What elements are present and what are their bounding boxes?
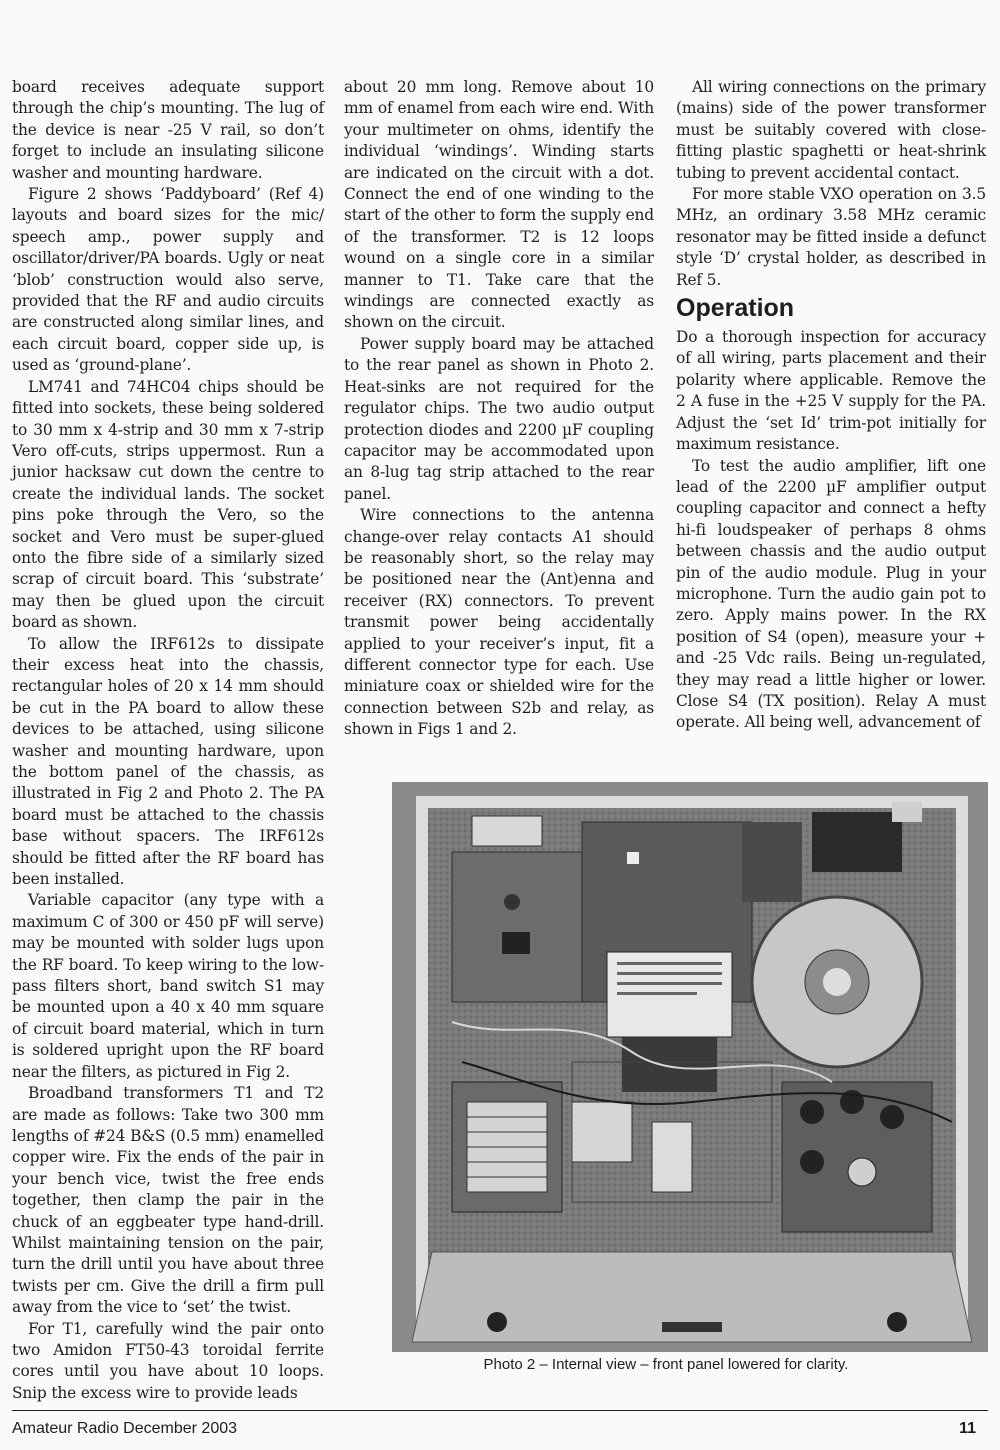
photo-internal-view [392, 782, 988, 1352]
text-column-2 [344, 77, 654, 741]
paragraph: Power supply board may be attached to the rear panel as shown in Photo 2. Heat-sinks are not required for the regulator chips. The two audio output protection diodes and 2200 µF coupling capacitor may be accommodated upon an 8-lug tag strip attached to the rear panel. [344, 334, 654, 503]
paragraph: Variable capacitor (any type with a maximum C of 300 or 450 pF will serve) may be mounted with solder lugs upon the RF board. To keep wiring to the low-pass filters short, band switch S1 may be mounted upon a 40 x 40 mm square of circuit board material, which in turn is soldered upright upon the RF board near the filters, as pictured in Fig 2. [12, 891, 324, 1081]
paragraph: To allow the IRF612s to dissipate their excess heat into the chassis, rectangular holes of 20 x 14 mm should be cut in the PA board to allow these devices to be attached, using silicone washer and mounting hardware, upon the bottom panel of the chassis, as illustrated in Fig 2 and Photo 2. The PA board must be attached to the chassis base without spacers. The IRF612s should be fitted after the RF board has been installed. [12, 634, 324, 889]
paragraph: Figure 2 shows ‘Paddyboard’ (Ref 4) layouts and board sizes for the mic/ speech amp., power supply and oscillator/driver/PA boards. Ugly or neat ‘blob’ construction would also serve, provided that the RF and audio circuits are constructed along similar lines, and each circuit board, copper side up, is used as ‘ground-plane’. [12, 185, 324, 375]
paragraph: board receives adequate support through the chip’s mounting. The lug of the device is near -25 V rail, so don’t forget to include an insulating silicone washer and mounting hardware. [12, 78, 324, 182]
page-number: 11 [959, 1420, 976, 1437]
paragraph: For more stable VXO operation on 3.5 MHz, an ordinary 3.58 MHz ceramic resonator may be fitted inside a defunct style ‘D’ crystal holder, as described in Ref 5. [676, 185, 986, 289]
paragraph: To test the audio amplifier, lift one lead of the 2200 µF amplifier output coupling capacitor and connect a hefty hi-fi loudspeaker of perhaps 8 ohms between chassis and the audio output pin of the audio module. Plug in your microphone. Turn the audio gain pot to zero. Apply mains power. In the RX position of S4 (open), measure your + and -25 Vdc rails. Being un-regulated, they may read a little higher or lower. Close S4 (TX position). Relay A must operate. All being well, advancement of [676, 456, 986, 732]
photo-caption: Photo 2 – Internal view – front panel lowered for clarity. [483, 1356, 849, 1373]
paragraph: All wiring connections on the primary (mains) side of the power transformer must be suitably covered with close-fitting plastic spaghetti or heat-shrink tubing to prevent accidental contact. [676, 78, 986, 182]
paragraph: Do a thorough inspection for accuracy of all wiring, parts placement and their polarity where applicable. Remove the 2 A fuse in the +25 V supply for the PA. Adjust the ‘set Id’ trim-pot initially for maximum resistance. [676, 328, 986, 454]
section-heading: Operation [676, 294, 795, 323]
footer-rule [12, 1410, 988, 1411]
paragraph: For T1, carefully wind the pair onto two Amidon FT50-43 toroidal ferrite cores until you have about 10 loops. Snip the excess wire to provide leads [12, 1319, 324, 1402]
text-column-3 [676, 77, 986, 734]
text-column-1 [12, 77, 324, 1404]
paragraph: LM741 and 74HC04 chips should be fitted into sockets, these being soldered to 30 mm x 4-strip and 30 mm x 7-strip Vero off-cuts, strips uppermost. Run a junior hacksaw cut down the centre to create the individual lands. The socket pins poke through the Vero, so the socket and Vero must be super-glued onto the fibre side of a similarly sized scrap of circuit board. This ‘substrate’ may then be glued upon the circuit board as shown. [12, 377, 324, 632]
chassis-photo-illustration [392, 782, 988, 1352]
paragraph: about 20 mm long. Remove about 10 mm of enamel from each wire end. With your multimeter on ohms, identify the individual ‘windings’. Winding starts are indicated on the circuit with a dot. Connect the end of one winding to the start of the other to form the supply end of the transformer. T2 is 12 loops wound on a single core in a similar manner to T1. Take care that the windings are connected exactly as shown on the circuit. [344, 78, 654, 332]
footer-publication: Amateur Radio December 2003 [12, 1420, 238, 1437]
paragraph: Wire connections to the antenna change-over relay contacts A1 should be reasonably short, so the relay may be positioned near the (Ant)enna and receiver (RX) connectors. To prevent transmit power being accidentally applied to your receiver’s input, fit a different connector type for each. Use miniature coax or shielded wire for the connection between S2b and relay, as shown in Figs 1 and 2. [344, 506, 654, 739]
paragraph: Broadband transformers T1 and T2 are made as follows: Take two 300 mm lengths of #24 B&S (0.5 mm) enamelled copper wire. Fix the ends of the pair in your bench vice, twist the free ends together, then clamp the pair in the chuck of an eggbeater type hand-drill. Whilst maintaining tension on the pair, turn the drill until you have about three twists per cm. Give the drill a firm pull away from the vice to ‘set’ the twist. [12, 1084, 324, 1317]
